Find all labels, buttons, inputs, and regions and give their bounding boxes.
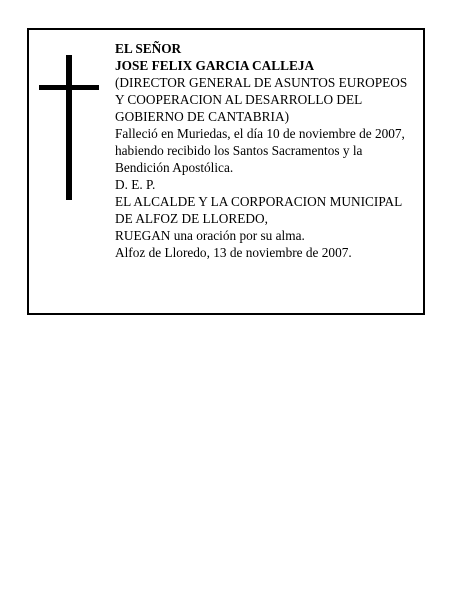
notice-text [115,40,420,261]
cross-horizontal-bar [39,85,99,90]
deceased-name: JOSE FELIX GARCIA CALLEJA [115,58,315,73]
death-line-1: Falleció en Muriedas, el día 10 de noviembre de 2007, [115,126,405,141]
cross-vertical-bar [66,55,72,200]
notice-heading: EL SEÑOR [115,41,182,56]
rip-text: D. E. P. [115,177,156,192]
obituary-notice [27,28,425,315]
death-line-2: habiendo recibido los Santos Sacramentos y la [115,143,363,158]
cross-icon [39,55,99,200]
position-line-1: (DIRECTOR GENERAL DE ASUNTOS EUROPEOS [115,75,408,90]
signatory-line-1: EL ALCALDE Y LA CORPORACION MUNICIPAL [115,194,403,209]
position-line-3: GOBIERNO DE CANTABRIA) [115,109,290,124]
death-line-3: Bendición Apostólica. [115,160,234,175]
place-date: Alfoz de Lloredo, 13 de noviembre de 2007. [115,245,352,260]
signatory-line-2: DE ALFOZ DE LLOREDO, [115,211,268,226]
position-line-2: Y COOPERACION AL DESARROLLO DEL [115,92,363,107]
prayer-request: RUEGAN una oración por su alma. [115,228,305,243]
